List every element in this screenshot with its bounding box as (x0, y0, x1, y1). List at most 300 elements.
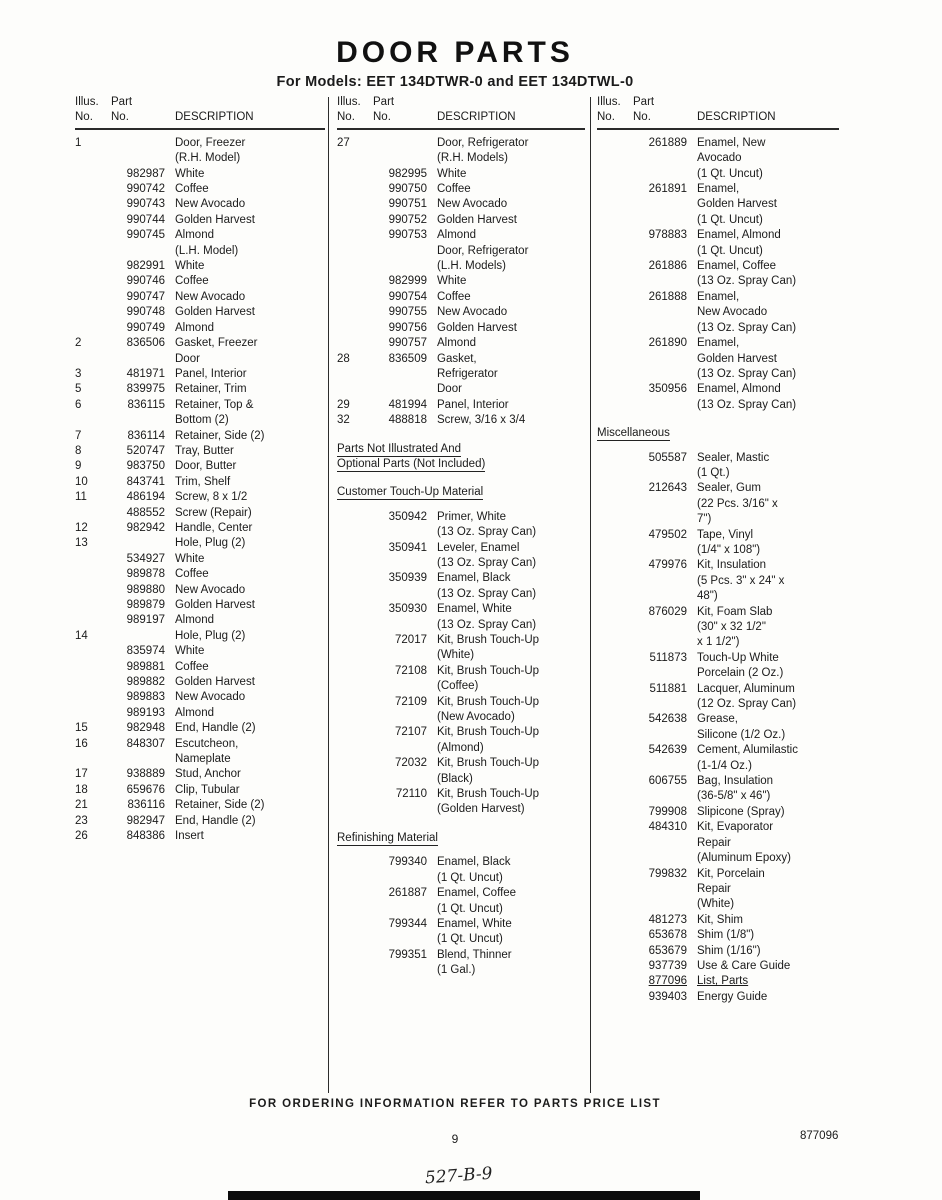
parts-row (597, 805, 839, 820)
part-no: 350956 (648, 383, 687, 396)
parts-row (337, 510, 585, 525)
parts-row (337, 741, 585, 756)
parts-row (75, 259, 325, 274)
part-no (633, 574, 697, 589)
description: White (175, 167, 205, 180)
illus-no: 11 (75, 491, 87, 504)
illus-no (337, 321, 373, 336)
part-no: 990752 (388, 213, 427, 226)
parts-row (337, 367, 585, 382)
illus-no (75, 644, 111, 659)
description: Enamel, Coffee (437, 887, 517, 900)
part-no: 989193 (126, 706, 165, 719)
description: Tray, Butter (175, 444, 234, 457)
illus-no (597, 512, 633, 527)
description: Door, Freezer (175, 136, 246, 149)
part-no (111, 752, 175, 767)
description: (L.H. Models) (437, 260, 507, 273)
section-heading (337, 485, 585, 500)
description: Enamel, (697, 183, 740, 196)
description: Enamel, Black (437, 856, 511, 869)
parts-row (597, 882, 839, 897)
part-no (373, 382, 437, 397)
illus-no (597, 805, 633, 820)
part-no: 261887 (388, 887, 427, 900)
description: Escutcheon, (175, 737, 239, 750)
description: End, Handle (2) (175, 722, 256, 735)
part-no: 839975 (126, 383, 165, 396)
parts-row (75, 136, 325, 151)
description: Stud, Anchor (175, 768, 241, 781)
illus-no (597, 136, 633, 151)
illus-no (597, 197, 633, 212)
description: White (437, 167, 467, 180)
parts-row (75, 644, 325, 659)
illus-no (597, 182, 633, 197)
header-illus: Illus. (597, 96, 621, 108)
parts-row (75, 613, 325, 628)
part-no: 488552 (126, 506, 165, 519)
parts-row (337, 725, 585, 740)
parts-row (337, 902, 585, 917)
illus-no (597, 151, 633, 166)
description: Door, Refrigerator (437, 136, 529, 149)
part-no: 836506 (126, 337, 165, 350)
parts-row (597, 820, 839, 835)
description: (36-5/8" x 46") (697, 790, 771, 803)
parts-row (75, 228, 325, 243)
parts-row (337, 213, 585, 228)
description: Retainer, Side (2) (175, 429, 265, 442)
part-no: 799832 (648, 867, 687, 880)
parts-row (75, 737, 325, 752)
section-heading (597, 426, 839, 441)
description: Coffee (175, 568, 209, 581)
part-no: 989881 (126, 660, 165, 673)
header-no: No. (111, 111, 129, 124)
description: (Black) (437, 772, 473, 785)
description: (1 Qt. Uncut) (697, 213, 763, 226)
parts-row (337, 587, 585, 602)
part-no: 990755 (388, 306, 427, 319)
part-no: 534927 (126, 552, 165, 565)
part-no: 848307 (126, 737, 165, 750)
description: White (437, 275, 467, 288)
parts-row (75, 675, 325, 690)
parts-row (75, 244, 325, 259)
illus-no (597, 620, 633, 635)
part-no: 990751 (388, 198, 427, 211)
parts-row (75, 521, 325, 536)
part-no (633, 897, 697, 912)
parts-row (597, 589, 839, 604)
illus-no (597, 259, 633, 274)
description: (1/4" x 108") (697, 543, 761, 556)
description: Avocado (697, 152, 742, 165)
parts-row (75, 552, 325, 567)
description: Sealer, Mastic (697, 451, 770, 464)
description: End, Handle (2) (175, 814, 256, 827)
parts-row (337, 917, 585, 932)
header-no: No. (337, 111, 355, 124)
parts-row (337, 556, 585, 571)
description: Enamel, White (437, 917, 512, 930)
description: Kit, Insulation (697, 559, 767, 572)
part-no (111, 352, 175, 367)
part-no: 484310 (648, 821, 687, 834)
parts-row (75, 151, 325, 166)
table-header (75, 95, 325, 130)
part-no: 261889 (648, 136, 687, 149)
parts-row (597, 651, 839, 666)
illus-no (597, 712, 633, 727)
parts-row (597, 259, 839, 274)
part-no: 990750 (388, 183, 427, 196)
illus-no: 8 (75, 444, 82, 457)
description: Porcelain (2 Oz.) (697, 667, 784, 680)
part-no (373, 802, 437, 817)
description: Hole, Plug (2) (175, 537, 246, 550)
illus-no (337, 802, 373, 817)
illus-no (337, 167, 373, 182)
column-2 (337, 95, 585, 979)
part-no (633, 367, 697, 382)
parts-row (75, 367, 325, 382)
part-no (373, 871, 437, 886)
parts-row (75, 814, 325, 829)
part-no: 876029 (648, 605, 687, 618)
table-header (337, 95, 585, 130)
illus-no (337, 305, 373, 320)
part-no: 982995 (388, 167, 427, 180)
description: Kit, Evaporator (697, 821, 774, 834)
parts-row (75, 829, 325, 844)
part-no: 990749 (126, 321, 165, 334)
parts-row (337, 571, 585, 586)
illus-no: 29 (337, 398, 350, 411)
illus-no (337, 679, 373, 694)
section-heading-text: Miscellaneous (597, 427, 670, 440)
description: Use & Care Guide (697, 959, 791, 972)
scan-artifact (228, 1191, 700, 1200)
description: (13 Oz. Spray Can) (697, 367, 797, 380)
parts-row (597, 167, 839, 182)
header-description: DESCRIPTION (175, 111, 254, 124)
description: (Golden Harvest) (437, 803, 525, 816)
illus-no (597, 367, 633, 382)
illus-no (337, 725, 373, 740)
illus-no (337, 556, 373, 571)
part-no (373, 741, 437, 756)
parts-row (337, 336, 585, 351)
parts-row (337, 197, 585, 212)
column-1 (75, 95, 325, 845)
part-no: 990746 (126, 275, 165, 288)
illus-no: 3 (75, 367, 82, 380)
illus-no: 10 (75, 475, 88, 488)
illus-no (75, 321, 111, 336)
illus-no: 27 (337, 136, 350, 149)
header-illus: Illus. (337, 96, 361, 108)
part-no: 983750 (126, 460, 165, 473)
description: Tape, Vinyl (697, 528, 754, 541)
parts-row (337, 695, 585, 710)
description: (13 Oz. Spray Can) (437, 526, 537, 539)
part-no: 990753 (388, 229, 427, 242)
parts-row (337, 855, 585, 870)
description: (13 Oz. Spray Can) (697, 275, 797, 288)
illus-no (597, 913, 633, 928)
illus-no (597, 451, 633, 466)
parts-row (337, 136, 585, 151)
part-no (373, 710, 437, 725)
description: (L.H. Model) (175, 244, 239, 257)
part-no (111, 136, 175, 151)
illus-no (597, 897, 633, 912)
description: Energy Guide (697, 990, 768, 1003)
parts-row (597, 290, 839, 305)
parts-row (597, 451, 839, 466)
illus-no (597, 974, 633, 989)
description: (White) (437, 649, 475, 662)
description: Refrigerator (437, 367, 498, 380)
parts-row (75, 413, 325, 428)
description: Kit, Brush Touch-Up (437, 695, 540, 708)
illus-no (75, 552, 111, 567)
illus-no (597, 867, 633, 882)
parts-row (75, 352, 325, 367)
part-no: 72017 (395, 634, 427, 646)
parts-row (75, 336, 325, 351)
description: Golden Harvest (697, 198, 777, 211)
part-no (111, 536, 175, 551)
parts-row (337, 259, 585, 274)
parts-row (337, 228, 585, 243)
description: Nameplate (175, 753, 231, 766)
part-no: 72109 (395, 695, 427, 708)
description: Retainer, Trim (175, 383, 247, 396)
part-no: 799340 (388, 856, 427, 869)
description: (1 Qt. Uncut) (437, 933, 503, 946)
part-no: 939403 (648, 990, 687, 1003)
illus-no (75, 598, 111, 613)
part-no (633, 635, 697, 650)
description: Golden Harvest (175, 676, 255, 689)
parts-row (337, 182, 585, 197)
illus-no (337, 274, 373, 289)
column-body (597, 136, 839, 1005)
section-heading-text: Customer Touch-Up Material (337, 486, 484, 499)
part-no (633, 167, 697, 182)
part-no: 989878 (126, 568, 165, 581)
illus-no (337, 367, 373, 382)
parts-row (597, 728, 839, 743)
header-part: Part (373, 96, 395, 108)
header-illus: Illus. (75, 96, 99, 108)
description: Enamel, (697, 290, 740, 303)
parts-row (337, 948, 585, 963)
parts-row (75, 475, 325, 490)
illus-no (337, 741, 373, 756)
parts-row (597, 136, 839, 151)
illus-no (337, 525, 373, 540)
description: (Aluminum Epoxy) (697, 852, 791, 865)
illus-no (337, 182, 373, 197)
part-no: 542639 (648, 744, 687, 757)
parts-row (597, 528, 839, 543)
part-no: 520747 (126, 444, 165, 457)
part-no: 989882 (126, 676, 165, 689)
parts-row (75, 798, 325, 813)
parts-row (337, 772, 585, 787)
ordering-note: FOR ORDERING INFORMATION REFER TO PARTS PRICE LIST (249, 1098, 661, 1110)
parts-row (337, 633, 585, 648)
part-no (633, 666, 697, 681)
description: Almond (437, 337, 476, 350)
description: Clip, Tubular (175, 783, 240, 796)
illus-no (597, 321, 633, 336)
description: Kit, Brush Touch-Up (437, 757, 540, 770)
parts-row (75, 706, 325, 721)
illus-no: 13 (75, 537, 88, 550)
part-no (373, 679, 437, 694)
illus-no: 12 (75, 521, 88, 534)
description: (30" x 32 1/2" (697, 621, 766, 633)
parts-row (597, 836, 839, 851)
description: Shim (1/8") (697, 929, 755, 942)
description: Almond (175, 321, 214, 334)
part-no: 511881 (649, 682, 687, 695)
parts-row (337, 290, 585, 305)
part-no: 511873 (649, 651, 687, 664)
description: Door, Refrigerator (437, 244, 529, 257)
illus-no: 23 (75, 814, 88, 827)
parts-row (337, 618, 585, 633)
description: Blend, Thinner (437, 948, 512, 961)
part-no (633, 882, 697, 897)
illus-no (337, 902, 373, 917)
illus-no: 6 (75, 398, 82, 411)
description: x 1 1/2") (697, 636, 740, 649)
parts-row (337, 274, 585, 289)
parts-row (597, 543, 839, 558)
description: Leveler, Enamel (437, 541, 520, 554)
description: Enamel, Almond (697, 229, 781, 242)
illus-no (337, 618, 373, 633)
parts-row (337, 664, 585, 679)
column-3 (597, 95, 839, 1005)
part-no (633, 305, 697, 320)
part-no: 982948 (126, 722, 165, 735)
description: Coffee (175, 275, 209, 288)
illus-no (597, 851, 633, 866)
description: Handle, Center (175, 521, 253, 534)
illus-no (597, 789, 633, 804)
header-no: No. (75, 111, 93, 124)
part-no: 481273 (648, 913, 687, 926)
part-no: 542638 (648, 713, 687, 726)
parts-row (597, 182, 839, 197)
part-no (633, 789, 697, 804)
part-no: 350942 (388, 510, 427, 523)
description: New Avocado (697, 306, 768, 319)
description: 7") (697, 513, 712, 526)
illus-no: 32 (337, 414, 350, 427)
parts-row (75, 398, 325, 413)
illus-no (75, 290, 111, 305)
description: New Avocado (437, 306, 508, 319)
illus-no: 17 (75, 768, 88, 781)
parts-row (75, 290, 325, 305)
illus-no (597, 290, 633, 305)
description: Kit, Brush Touch-Up (437, 664, 540, 677)
illus-no (597, 481, 633, 496)
illus-no (337, 886, 373, 901)
part-no: 990756 (388, 321, 427, 334)
part-no: 261891 (648, 183, 687, 196)
parts-row (337, 244, 585, 259)
illus-no (597, 167, 633, 182)
description: (1 Gal.) (437, 964, 476, 977)
section-heading-text: Refinishing Material (337, 831, 438, 844)
part-no (633, 543, 697, 558)
description: Retainer, Side (2) (175, 799, 265, 812)
parts-row (597, 959, 839, 974)
header-no: No. (373, 111, 391, 124)
description: Kit, Brush Touch-Up (437, 726, 540, 739)
description: (13 Oz. Spray Can) (437, 556, 537, 569)
illus-no (337, 963, 373, 978)
part-no (633, 321, 697, 336)
parts-row (337, 167, 585, 182)
part-no (633, 151, 697, 166)
header-description: DESCRIPTION (437, 111, 516, 124)
illus-no: 26 (75, 830, 88, 843)
description: Golden Harvest (175, 599, 255, 611)
illus-no (597, 944, 633, 959)
part-no: 481994 (388, 398, 427, 411)
description: Gasket, (437, 352, 477, 365)
part-no: 982942 (126, 521, 165, 534)
part-no (111, 413, 175, 428)
description: Door (175, 352, 200, 365)
part-no: 989197 (126, 614, 165, 627)
description: Coffee (437, 290, 471, 303)
illus-no (337, 382, 373, 397)
parts-row (75, 583, 325, 598)
header-part: Part (633, 96, 655, 108)
page-title: DOOR PARTS (336, 36, 574, 69)
parts-row (337, 525, 585, 540)
illus-no (597, 528, 633, 543)
part-no (633, 213, 697, 228)
part-no: 990743 (126, 198, 165, 211)
part-no (373, 259, 437, 274)
illus-no (75, 182, 111, 197)
illus-no (597, 558, 633, 573)
parts-row (597, 382, 839, 397)
parts-row (337, 541, 585, 556)
header-no: No. (597, 111, 615, 124)
illus-no (337, 336, 373, 351)
part-no (111, 151, 175, 166)
part-no (633, 398, 697, 413)
parts-row (597, 867, 839, 882)
illus-no (337, 571, 373, 586)
illus-no (597, 305, 633, 320)
description: Cement, Alumilastic (697, 744, 798, 757)
part-no: 848386 (126, 830, 165, 843)
